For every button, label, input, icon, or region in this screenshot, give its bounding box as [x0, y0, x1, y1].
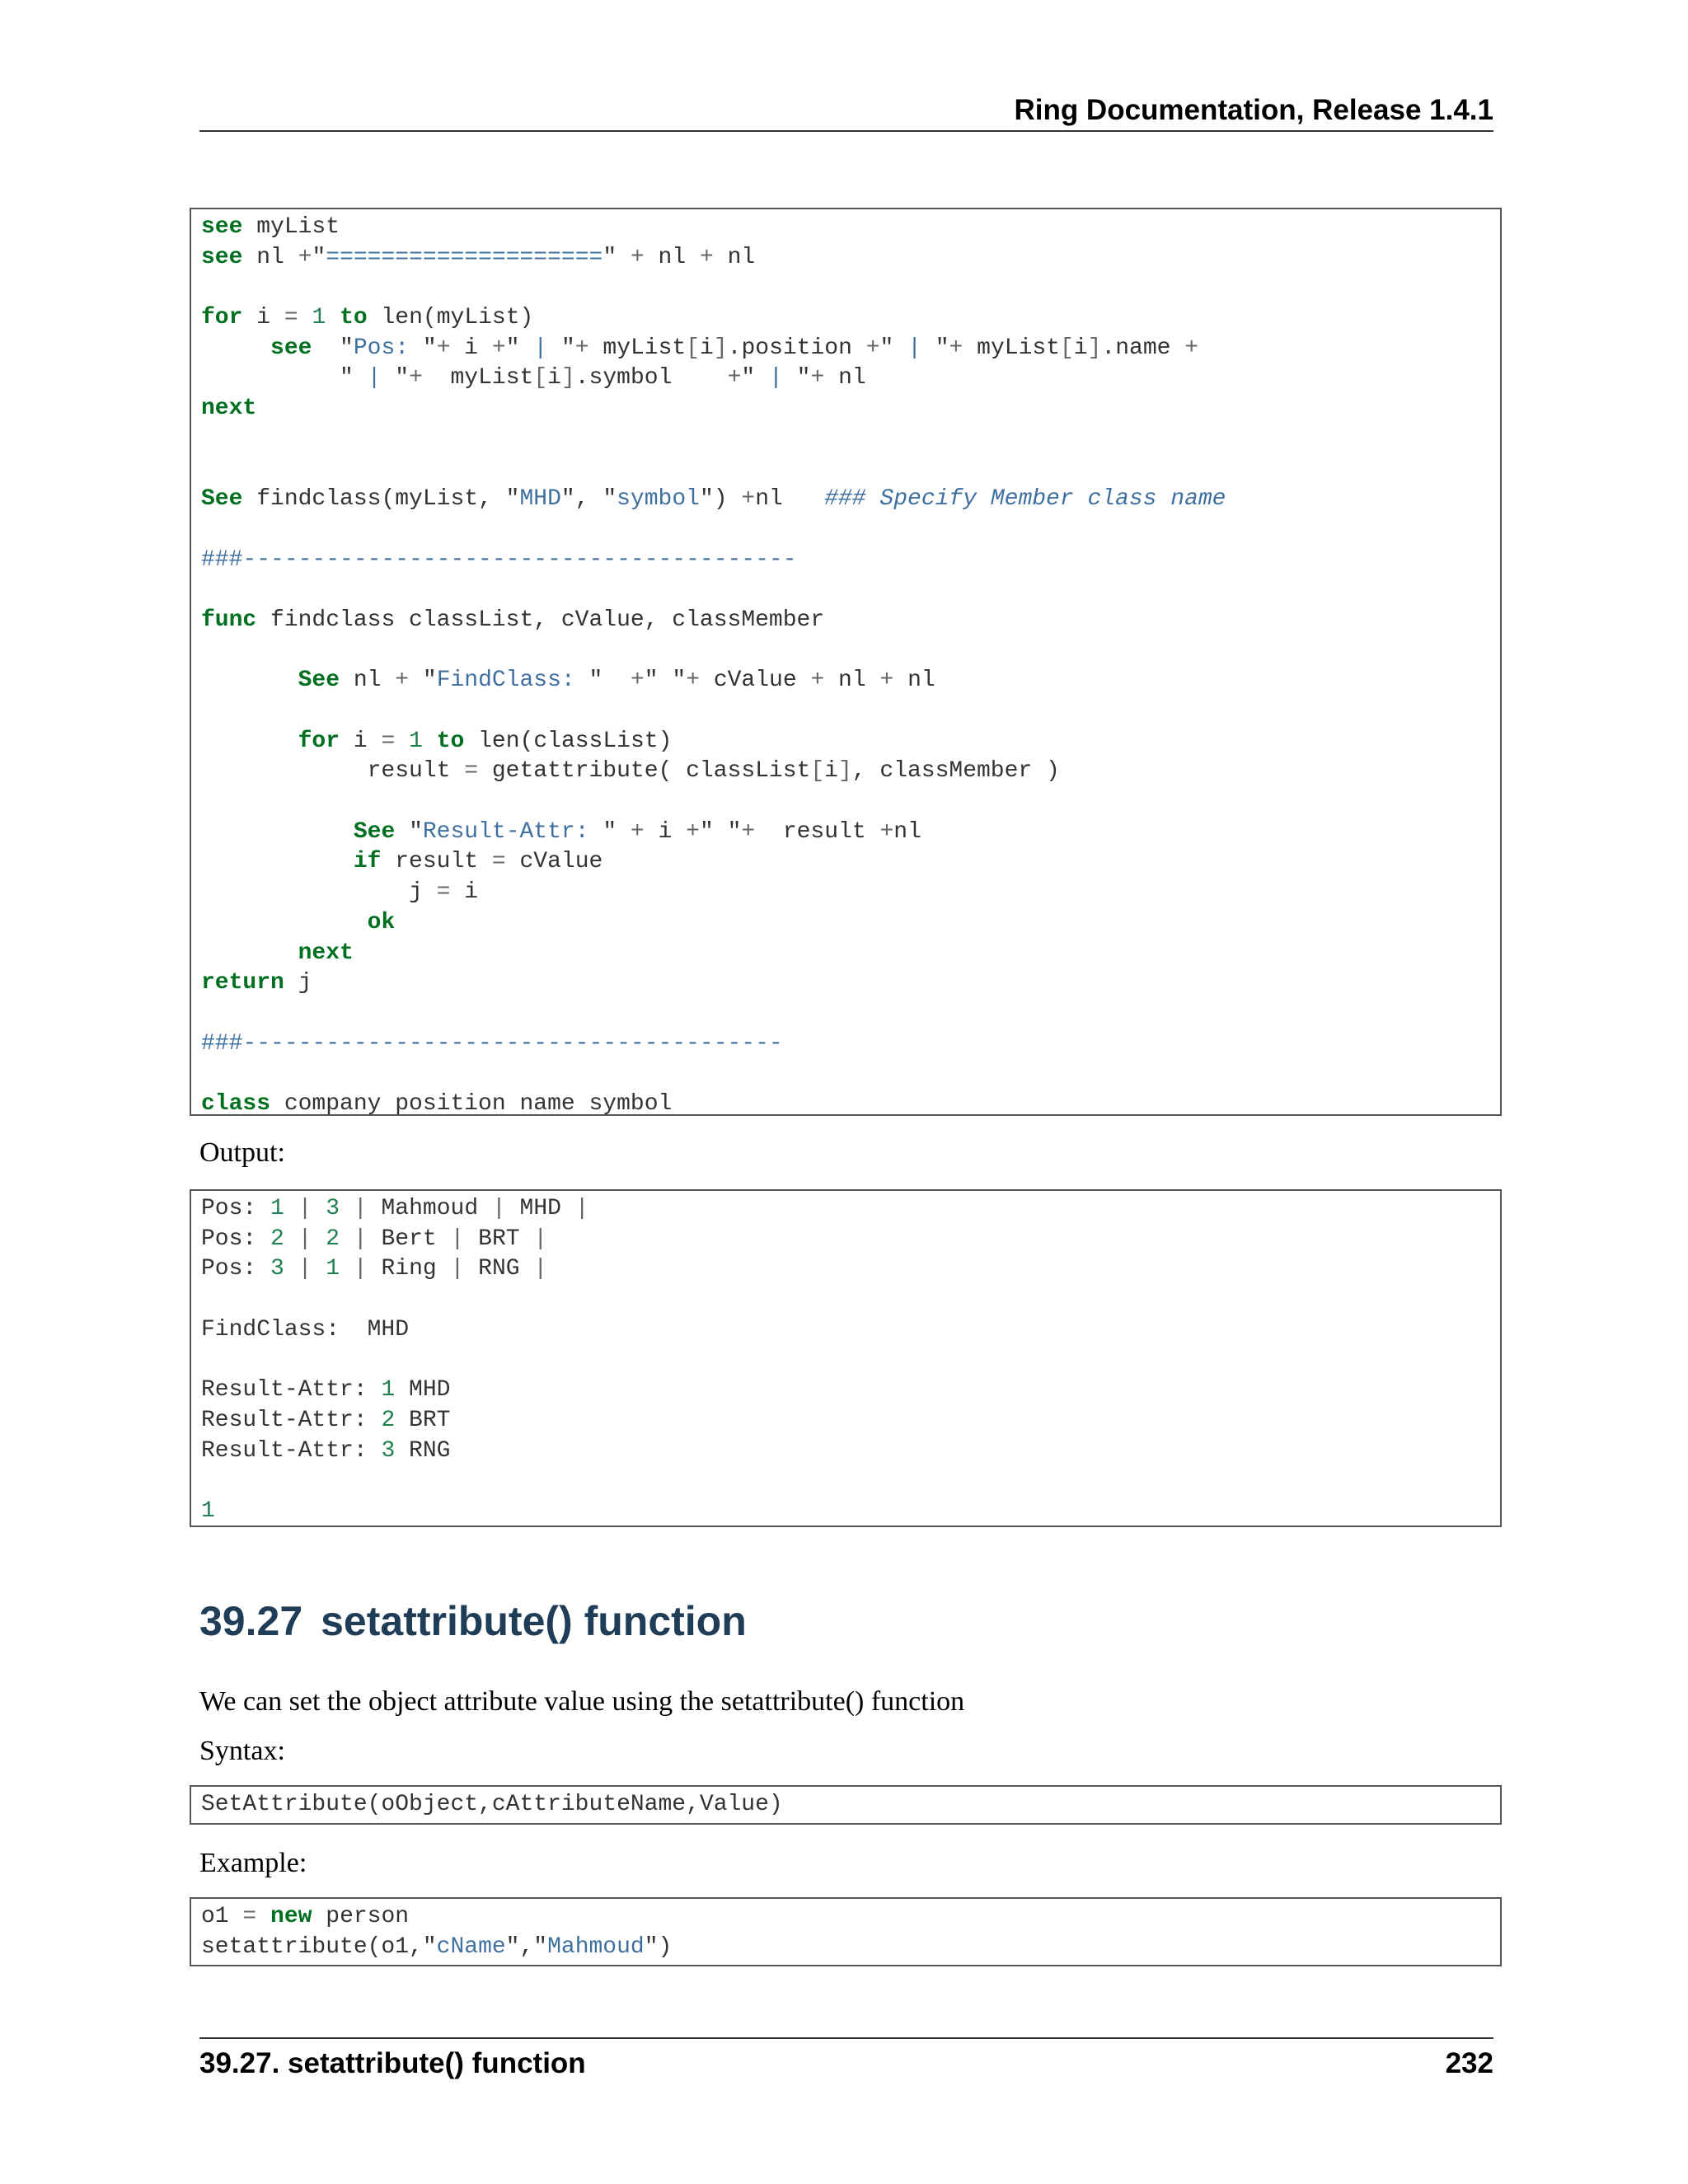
- output-line: Pos: 2 | 2 | Bert | BRT |: [201, 1226, 548, 1252]
- output-block: [190, 1189, 1502, 1527]
- page-header: [199, 91, 1493, 132]
- output-line: 1: [201, 1497, 215, 1524]
- code-line: See findclass(myList, "MHD", "symbol") +nl ### Specify Member class name: [201, 486, 1226, 513]
- output-line: Pos: 3 | 1 | Ring | RNG |: [201, 1256, 548, 1282]
- section-heading: [199, 1597, 747, 1645]
- intro-paragraph: We can set the object attribute value using the setattribute() function: [199, 1686, 965, 1717]
- output-label: Output:: [199, 1137, 285, 1168]
- code-line: [201, 787, 1490, 818]
- example-code-block: [190, 1897, 1502, 1966]
- code-line: ok: [367, 909, 396, 935]
- section-number: 39.27: [199, 1598, 303, 1644]
- code-line: return j: [201, 970, 312, 996]
- code-line: [201, 636, 1490, 667]
- output-line: FindClass: MHD: [201, 1316, 410, 1343]
- code-line: [201, 575, 1490, 606]
- syntax-label: Syntax:: [199, 1736, 285, 1766]
- output-line: Result-Attr: 3 RNG: [201, 1437, 451, 1464]
- code-line: see nl +"====================" + nl + nl: [201, 244, 756, 270]
- page-footer: [199, 2037, 1493, 2088]
- code-line: " | "+ myList[i].symbol +" | "+ nl: [201, 365, 866, 391]
- code-line: see "Pos: "+ i +" | "+ myList[i].position +" | "+ myList[i].name +: [270, 335, 1199, 361]
- code-line: See "Result-Attr: " + i +" "+ result +nl: [353, 818, 921, 845]
- code-line: next: [201, 396, 257, 422]
- code-line: for i = 1 to len(classList): [298, 728, 673, 754]
- code-block-findclass-example: [190, 208, 1502, 1116]
- output-line: Result-Attr: 2 BRT: [201, 1407, 451, 1433]
- code-line: [201, 999, 1490, 1029]
- code-line: [201, 424, 1490, 455]
- code-line: j = i: [201, 879, 479, 906]
- footer-page-number: 232: [1445, 2047, 1493, 2079]
- code-line: class company position name symbol: [201, 1090, 673, 1117]
- output-line: [201, 1466, 1490, 1497]
- syntax-code-line: SetAttribute(oObject,cAttributeName,Value): [201, 1792, 783, 1817]
- code-line: func findclass classList, cValue, classMember: [201, 607, 825, 633]
- code-line: [201, 1059, 1490, 1090]
- example-label: Example:: [199, 1848, 307, 1878]
- output-line: [201, 1345, 1490, 1376]
- footer-section: 39.27. setattribute() function: [199, 2047, 586, 2079]
- code-line: [201, 515, 1490, 546]
- code-line: ###---------------------------------------: [201, 1030, 783, 1057]
- output-line: Result-Attr: 1 MHD: [201, 1377, 451, 1404]
- code-line: result = getattribute( classList[i], classMember ): [201, 758, 1060, 785]
- example-code-line: setattribute(o1,"cName","Mahmoud"): [201, 1933, 673, 1960]
- code-line: [201, 696, 1490, 727]
- output-line: [201, 1285, 1490, 1315]
- code-line: ###----------------------------------------: [201, 546, 797, 573]
- syntax-code-block: [190, 1785, 1502, 1825]
- code-line: for i = 1 to len(myList): [201, 305, 534, 331]
- output-line: Pos: 1 | 3 | Mahmoud | MHD |: [201, 1196, 589, 1221]
- code-line: See nl + "FindClass: " +" "+ cValue + nl + nl: [298, 668, 935, 694]
- code-line: [201, 273, 1490, 303]
- code-line: see myList: [201, 214, 340, 240]
- code-line: [201, 455, 1490, 485]
- code-line: if result = cValue: [353, 849, 603, 875]
- code-line: next: [298, 940, 354, 966]
- section-title-text: setattribute() function: [321, 1598, 747, 1644]
- example-code-line: o1 = new person: [201, 1904, 410, 1929]
- header-title: Ring Documentation, Release 1.4.1: [1014, 94, 1493, 126]
